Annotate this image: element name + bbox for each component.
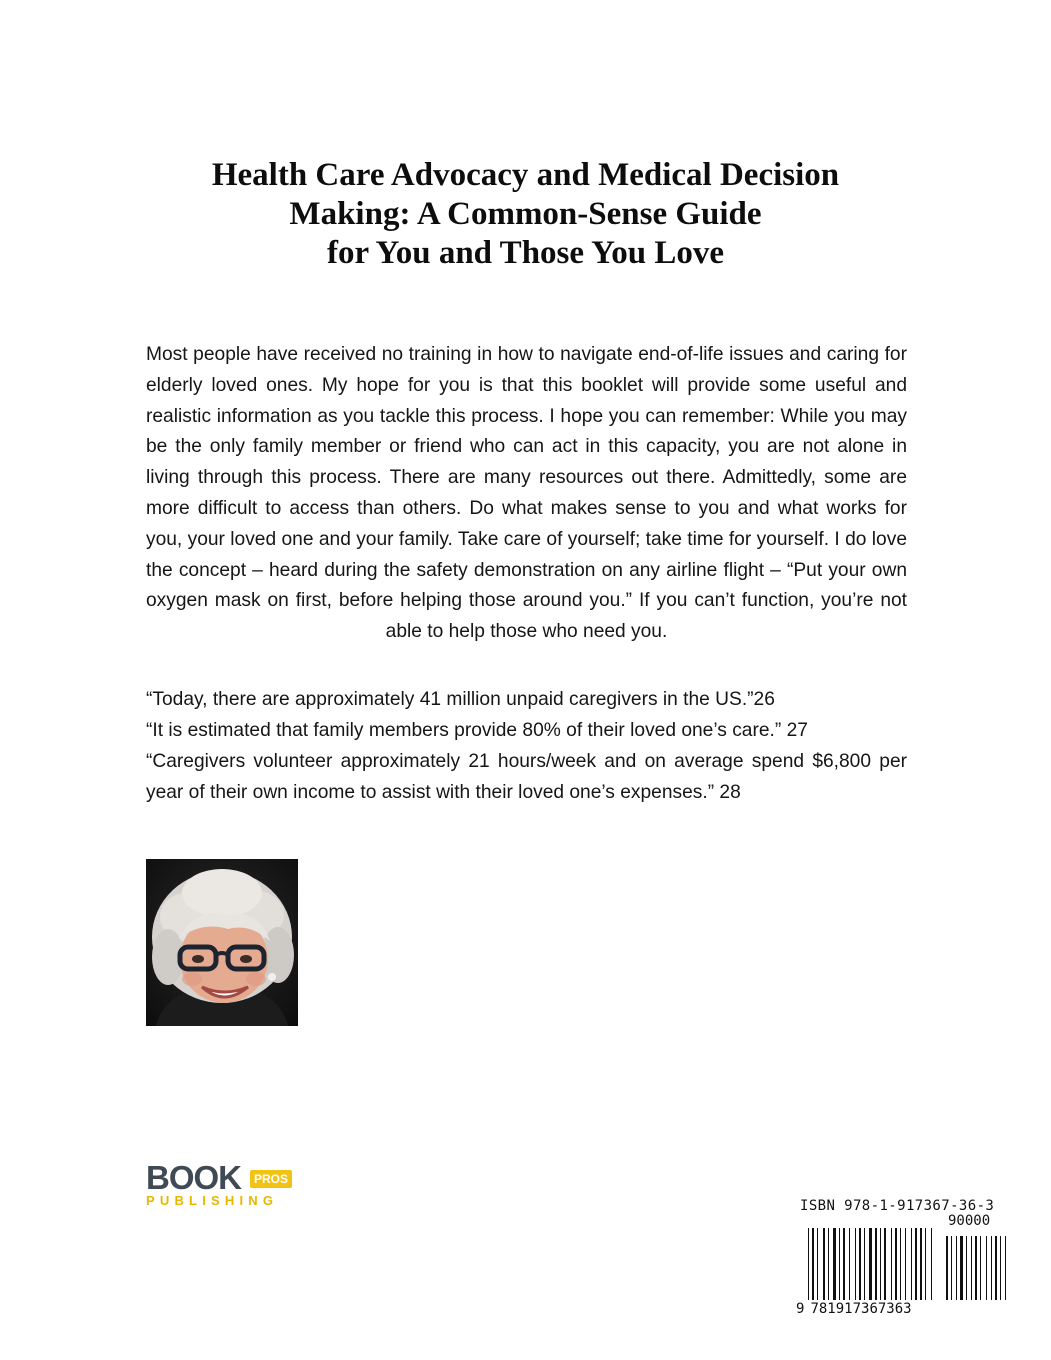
title-line-3: for You and Those You Love [326,235,724,271]
title-line-1: Health Care Advocacy and Medical Decision [211,157,840,193]
barcode-addon-number: 90000 [948,1213,991,1229]
barcode-bar [884,1228,886,1300]
title-line-2: Making: A Common-Sense Guide [289,196,762,232]
barcode-bar [849,1228,850,1300]
barcode-addon-bar [975,1236,977,1300]
barcode-main-digits: 781917367363 [810,1301,912,1317]
barcode-addon-bar [966,1236,967,1300]
barcode-addon-bar [1005,1236,1006,1300]
barcode-bar [895,1228,897,1300]
intro-paragraph: Most people have received no training in how to navigate end-of-life issues and caring for elderly loved ones. My hope for you is that this booklet will provide some useful and realistic information as you tackle this process. I hope you can remember: While you may be the only family member or friend who can act in this capacity, you are not alone in living through this process. There are many resources out there. Admittedly, some are more difficult to access than others. Do what makes sense to you and what works for you, your loved one and your family. Take care of yourself; take time for yourself. I do love the concept – heard during the safety demonstration on any airline flight – “Put your own oxygen mask on first, before helping those around you.” If you can’t function, you’re not able to help those who need you. [146,344,907,643]
barcode-addon-bar [980,1236,981,1300]
barcode-bar [808,1228,809,1300]
barcode-bar [911,1228,912,1300]
barcode-first-digit: 9 [796,1301,805,1317]
barcode-bar [828,1228,829,1300]
barcode-bar [905,1228,906,1300]
barcode-bar [839,1228,840,1300]
barcode-bar [920,1228,922,1300]
publisher-logo [146,1161,306,1211]
barcode-bar [880,1228,881,1300]
barcode-bar [823,1228,825,1300]
barcode-addon-bar [956,1236,957,1300]
barcode-bar [817,1228,818,1300]
barcode-bar [891,1228,892,1300]
barcode-addon-bar [991,1236,992,1300]
barcode-addon-bar [960,1236,963,1300]
stat-quote-1: “Today, there are approximately 41 million unpaid caregivers in the US.”26 [146,689,775,710]
caregiver-stats [146,684,907,808]
barcode-bars [796,1228,1008,1300]
barcode-bar [855,1228,856,1300]
author-photo [146,859,298,1026]
barcode-bar [925,1228,926,1300]
book-title [0,156,1051,273]
barcode-bar [869,1228,872,1300]
barcode-addon-bar [1000,1236,1001,1300]
barcode-addon-bar [951,1236,952,1300]
barcode-bar [875,1228,877,1300]
logo-publishing-word: PUBLISHING [146,1193,279,1208]
barcode-bar [859,1228,861,1300]
barcode-bar [900,1228,901,1300]
isbn-label: ISBN 978-1-917367-36-3 [800,1198,995,1214]
barcode-addon-bar [995,1236,997,1300]
author-portrait-illustration [146,859,298,1026]
barcode-addon-bar [946,1236,948,1300]
stat-quote-2: “It is estimated that family members provide 80% of their loved one’s care.” 27 [146,720,808,741]
barcode-addon-bar [986,1236,987,1300]
barcode-bar [915,1228,917,1300]
barcode-bar [812,1228,814,1300]
barcode-addon-bar [971,1236,972,1300]
barcode-bar [931,1228,932,1300]
barcode-digits [796,1301,912,1317]
logo-pros-badge: PROS [250,1170,292,1188]
barcode-bar [843,1228,845,1300]
barcode-bar [833,1228,836,1300]
isbn-barcode [796,1198,1010,1320]
logo-book-word: BOOK [146,1159,241,1196]
barcode-bar [864,1228,865,1300]
stat-quote-3: “Caregivers volunteer approximately 21 hours/week and on average spend $6,800 per year of their own income to assist with their loved one’s expenses.” 28 [146,751,907,803]
